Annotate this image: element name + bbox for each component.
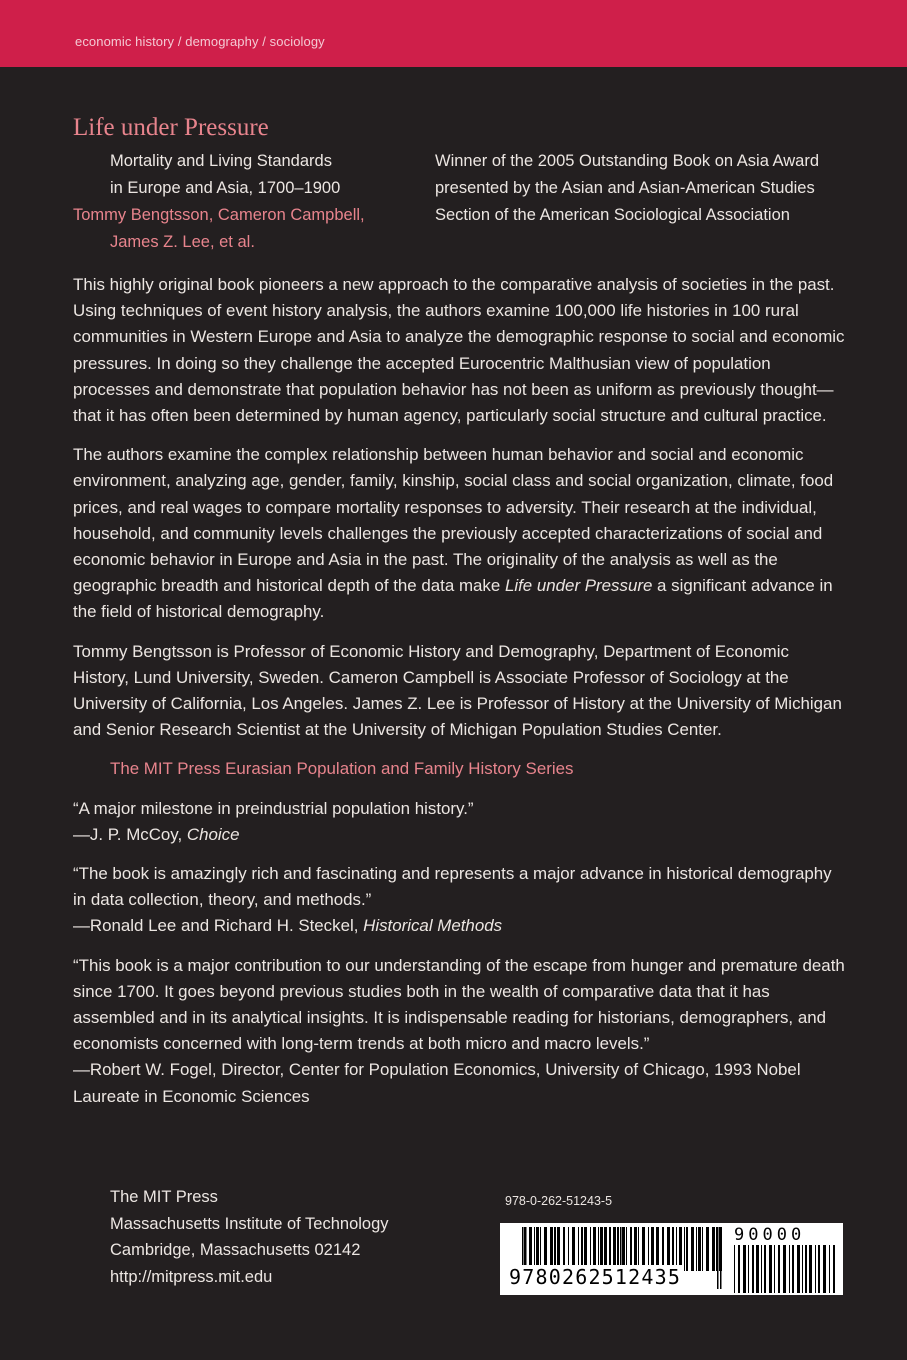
barcode-bar	[789, 1245, 790, 1293]
award-note	[435, 148, 855, 229]
award-line: Section of the American Sociological Association	[435, 206, 790, 224]
award-line: presented by the Asian and Asian-American Studies	[435, 179, 815, 197]
barcode-bar	[805, 1245, 807, 1293]
barcode-bar	[833, 1245, 835, 1293]
subtitle-line: Mortality and Living Standards	[110, 152, 332, 170]
barcode-bar	[756, 1245, 759, 1293]
quote-text: “A major milestone in preindustrial population history.”	[73, 798, 474, 818]
barcode-bar	[769, 1245, 772, 1293]
barcode-bar	[698, 1227, 701, 1271]
quote-source: Choice	[186, 824, 240, 844]
series-name: The MIT Press Eurasian Population and Family History Series	[110, 759, 574, 779]
description-text: The authors examine the complex relationship between human behavior and social and economic environment, analyzing age, gender, family, kinship, social class and social organization, climate, food prices, and real wages to compare mortality responses to adversity. Their research at the individual, household, and community levels challenges the previously accepted characterizations of social and economic behavior in Europe and Asia in the past. The originality of the analysis as well as the geographic breadth and historical depth of the data make	[73, 445, 834, 596]
isbn-label: 978-0-262-51243-5	[505, 1194, 613, 1208]
barcode-bar	[783, 1245, 786, 1293]
barcode-bar	[761, 1245, 762, 1293]
barcode-bar	[734, 1245, 735, 1293]
barcode-bar	[717, 1227, 719, 1289]
publisher-address	[110, 1184, 389, 1290]
header-band	[0, 0, 907, 67]
quote-attribution: —Robert W. Fogel, Director, Center for Population Economics, University of Chicago, 1993 Nobel Laureate in Economic Sciences	[73, 1060, 801, 1106]
barcode-bar	[743, 1245, 746, 1293]
barcode-bar	[774, 1245, 775, 1293]
book-subtitle	[110, 148, 410, 202]
quote-attribution: —Ronald Lee and Richard H. Steckel, Historical Methods	[73, 916, 503, 936]
barcode-bar	[748, 1245, 749, 1293]
author-bios: Tommy Bengtsson is Professor of Economic History and Demography, Department of Economic History, Lund University, Sweden. Cameron Campbell is Associate Professor of Sociology at the University of California, Los Angeles. James Z. Lee is Professor of History at the University of Michigan and Senior Research Scientist at the University of Michigan Population Studies Center.	[73, 641, 842, 740]
publisher-name: The MIT Press	[110, 1188, 218, 1206]
barcode-bar	[829, 1245, 830, 1293]
barcode-bar	[684, 1227, 685, 1271]
barcode-bar	[686, 1227, 688, 1271]
book-title: Life under Pressure	[73, 114, 269, 141]
quote-text: “The book is amazingly rich and fascinating and represents a major advance in historical demography in data collection, theory, and methods.”	[73, 864, 832, 910]
description-paragraph	[73, 442, 845, 625]
barcode-bar	[818, 1245, 820, 1293]
barcode-bar	[706, 1227, 709, 1271]
title-italic: Life under Pressure	[504, 576, 653, 596]
barcode-addon-digits: 90000	[734, 1225, 806, 1245]
authors-line: Tommy Bengtsson, Cameron Campbell,	[73, 206, 365, 224]
authors-line: James Z. Lee, et al.	[110, 233, 255, 251]
barcode-bar	[691, 1227, 694, 1271]
subtitle-line: in Europe and Asia, 1700–1900	[110, 179, 341, 197]
barcode-bar	[696, 1227, 697, 1271]
barcode-bar	[738, 1245, 740, 1293]
barcode-bar	[712, 1227, 715, 1271]
isbn-barcode	[500, 1223, 843, 1295]
description-text: a significant advance in the field of historical demography.	[73, 576, 833, 622]
barcode-bar	[792, 1245, 794, 1293]
barcode-bar	[823, 1245, 826, 1293]
publisher-city: Cambridge, Massachusetts 02142	[110, 1241, 361, 1259]
book-authors	[73, 202, 413, 256]
quote-text: “This book is a major contribution to our understanding of the escape from hunger and premature death since 1700. It goes beyond previous studies both in the wealth of comparative data that it has assembled and in its analytical insights. It is indispensable reading for historians, demographers, and economists concerned with long-term trends at both micro and macro levels.”	[73, 955, 845, 1054]
description-paragraph: This highly original book pioneers a new approach to the comparative analysis of societies in the past. Using techniques of event history analysis, the authors examine 100,000 life histories in 100 rural communities in Western Europe and Asia to analyze the demographic response to social and economic pressures. In doing so they challenge the accepted Eurocentric Malthusian view of population processes and demonstrate that population behavior has not been as uniform as previously thought—that it has often been determined by human agency, particularly social structure and cultural practice.	[73, 275, 845, 426]
category-label: economic history / demography / sociology	[75, 34, 325, 49]
award-line: Winner of the 2005 Outstanding Book on Asia Award	[435, 152, 820, 170]
publisher-institution: Massachusetts Institute of Technology	[110, 1214, 389, 1233]
barcode-bar	[778, 1245, 780, 1293]
barcode-bar	[752, 1245, 754, 1293]
blurb-body	[73, 272, 845, 1123]
barcode-bar	[809, 1245, 812, 1293]
barcode-bar	[720, 1227, 722, 1289]
quote-source: Historical Methods	[363, 916, 503, 936]
barcode-digits: 9780262512435	[509, 1265, 682, 1289]
barcode-bar	[815, 1245, 816, 1293]
review-quote	[73, 953, 845, 1110]
barcode-bar	[797, 1245, 800, 1293]
barcode-bar	[702, 1227, 703, 1271]
review-quote	[73, 796, 845, 848]
barcode-bar	[764, 1245, 766, 1293]
barcode-bar	[802, 1245, 803, 1293]
quote-attribution: —J. P. McCoy, Choice	[73, 824, 240, 844]
review-quote	[73, 861, 845, 940]
publisher-url: http://mitpress.mit.edu	[110, 1267, 273, 1286]
